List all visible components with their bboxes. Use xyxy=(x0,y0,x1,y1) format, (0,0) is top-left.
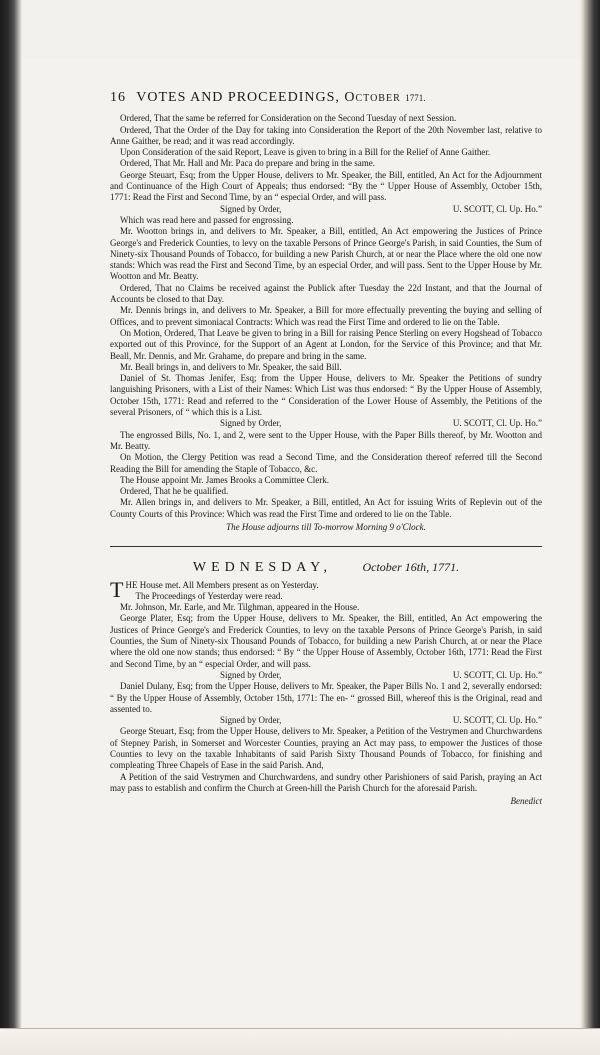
signature-label: Signed by Order, xyxy=(220,715,282,726)
catchword: Benedict xyxy=(510,796,542,807)
paragraph: Ordered, That he be qualified. xyxy=(120,486,229,497)
paragraph: Ordered, That no Claims be received against the Publick after Tuesday the 22d Instant, and that the Journal of Accounts be closed to that Day. xyxy=(110,282,542,305)
section-divider xyxy=(110,546,542,547)
paragraph: Ordered, That the same be referred for Consideration on the Second Tuesday of next Session. xyxy=(120,113,457,124)
section-day: WEDNESDAY, xyxy=(192,560,332,576)
paragraph: Which was read here and passed for engrossing. xyxy=(120,214,294,225)
signature-label: Signed by Order, xyxy=(220,418,282,429)
paragraph: The Proceedings of Yesterday were read. xyxy=(135,590,283,601)
section-date: October 16th, 1771. xyxy=(362,560,460,575)
paragraph: On Motion, the Clergy Petition was read a Second Time, and the Consideration thereof referred till the Second Reading the Bill for amending the Staple of Tobacco, &c. xyxy=(110,452,542,474)
signature-name: U. SCOTT, Cl. Up. Ho.” xyxy=(452,669,542,680)
scan-edge-right xyxy=(580,0,600,1055)
scan-edge-bottom xyxy=(0,1028,600,1055)
signature-name: U. SCOTT, Cl. Up. Ho.” xyxy=(452,418,542,429)
paragraph: On Motion, Ordered, That Leave be given to bring in a Bill for raising Pence Sterling on every Hogshead of Tobacco exported out of this Province, for the Support of an Agent at London, for the Service of this Province; and that Mr. Beall, Mr. Dennis, and Mr. Grahame, do prepare and bring in the same. xyxy=(110,327,542,361)
adjournment-line: The House adjourns till To-morrow Morning 9 o'Clock. xyxy=(226,521,426,532)
document-page xyxy=(110,92,542,808)
drop-cap: T xyxy=(110,576,124,602)
paragraph: Mr. Beall brings in, and delivers to Mr. Speaker, the said Bill. xyxy=(120,361,342,372)
paragraph: The House appoint Mr. James Brooks a Committee Clerk. xyxy=(120,474,329,485)
header-year: 1771. xyxy=(405,93,426,103)
paragraph: Ordered, That the Order of the Day for taking into Consideration the Report of the 20th November last, relative to Anne Gaither, be read; and it was read accordingly. xyxy=(110,124,542,146)
header-month: October xyxy=(344,90,401,105)
paragraph: Daniel of St. Thomas Jenifer, Esq; from the Upper House, delivers to Mr. Speaker the Petitions of sundry languishing Prisoners, with a List of their Names: Which List was thus endorsed: “ By the Upper House of Assembly, October 15th, 1771: Read and referred to the “ Consideration of the Lower House of Assembly, the Petitions of the several Prisoners, of “ which this is a List. xyxy=(110,373,542,418)
page-number: 16 xyxy=(110,90,126,105)
signature-line xyxy=(110,715,542,726)
paragraph: Ordered, That Mr. Hall and Mr. Paca do prepare and bring in the same. xyxy=(120,158,376,169)
signature-label: Signed by Order, xyxy=(220,669,282,680)
scan-margin-top xyxy=(0,0,600,58)
paragraph: Daniel Dulany, Esq; from the Upper House, delivers to Mr. Speaker, the Paper Bills No. 1 and 2, severally endorsed: “ By the Upper House of Assembly, October 15th, 1771: The en- “ grossed Bill, whereof this is the Original, read and assented to. xyxy=(110,681,542,714)
first-line-text: HE House met. All Members present as on Yesterday. xyxy=(125,579,319,590)
paragraph: George Steuart, Esq; from the Upper House, delivers to Mr. Speaker, a Petition of the Vestrymen and Churchwardens of Stepney Parish, in Somerset and Worcester Counties, praying an Act may pass, to empower the Justices of those Counties to levy on the taxable Inhabitants of said Parish Sixty Thousand Pounds of Tobacco, for finishing and compleating Three Chapels of Ease in the said Parish. And, xyxy=(110,726,542,771)
header-title: VOTES AND PROCEEDINGS, xyxy=(136,90,340,105)
section-heading xyxy=(110,560,542,576)
signature-name: U. SCOTT, Cl. Up. Ho.” xyxy=(452,203,542,214)
paragraph: George Steuart, Esq; from the Upper House, delivers to Mr. Speaker, the Bill, entitled, An Act for the Adjournment and Continuance of the High Court of Appeals; thus endorsed: “By the “ Upper House of Assembly, October 15th, 1771: Read the First and Second Time, by an “ especial Order, and will pass. xyxy=(110,169,542,203)
signature-label: Signed by Order, xyxy=(220,203,282,214)
paragraph: Mr. Johnson, Mr. Earle, and Mr. Tilghman, appeared in the House. xyxy=(120,602,360,613)
paragraph: Mr. Allen brings in, and delivers to Mr. Speaker, a Bill, entitled, An Act for issuing Writs of Replevin out of the County Courts of this Province: Which was read the First Time and ordered to lie on the Table. xyxy=(110,497,542,519)
signature-line xyxy=(110,670,542,681)
paragraph: Upon Consideration of the said Report, Leave is given to bring in a Bill for the Relief of Anne Gaither. xyxy=(120,147,491,158)
paragraph: George Plater, Esq; from the Upper House, delivers to Mr. Speaker, the Bill, entitled, An Act empowering the Justices of Prince George's and Frederick Counties, to levy on the taxable Persons of Prince George's Parish, in said Counties, the Sum of Ninety-six Thousand Pounds of Tobacco, for building a new Parish Church, at or near the Place where the old one now stands; thus endorsed: “ By “ the Upper House of Assembly, October 16th, 1771: Read the First and Second Time, by an “ especial Order, and will pass. xyxy=(110,613,542,669)
signature-name: U. SCOTT, Cl. Up. Ho.” xyxy=(452,715,542,726)
paragraph: Mr. Dennis brings in, and delivers to Mr. Speaker, a Bill for more effectually preventing the buying and selling of Offices, and to prevent simoniacal Contracts: Which was read the First Time and ordered to lie on the Table. xyxy=(110,305,542,327)
signature-line xyxy=(110,204,542,215)
paragraph: Mr. Wootton brings in, and delivers to Mr. Speaker, a Bill, entitled, An Act empowering the Justices of Prince George's and Frederick Counties, to levy on the taxable Persons of Prince George's Parish, in said Counties, the Sum of Ninety-six Thousand Pounds of Tobacco, for building a new Parish Church, at or near the Place where the old one now stands: Which was read the First and Second Time, by an especial Order, and will pass. Sent to the Upper House by Mr. Wootton and Mr. Beatty. xyxy=(110,226,542,282)
signature-line xyxy=(110,418,542,429)
scan-edge-left xyxy=(0,0,22,1055)
running-header xyxy=(110,92,542,104)
paragraph: A Petition of the said Vestrymen and Churchwardens, and sundry other Parishioners of said Parish, praying an Act may pass to establish and confirm the Church at Green-hill the Parish Church for the aforesaid Parish. xyxy=(110,771,542,793)
paragraph: The engrossed Bills, No. 1, and 2, were sent to the Upper House, with the Paper Bills thereof, by Mr. Wootton and Mr. Beatty. xyxy=(110,429,542,451)
